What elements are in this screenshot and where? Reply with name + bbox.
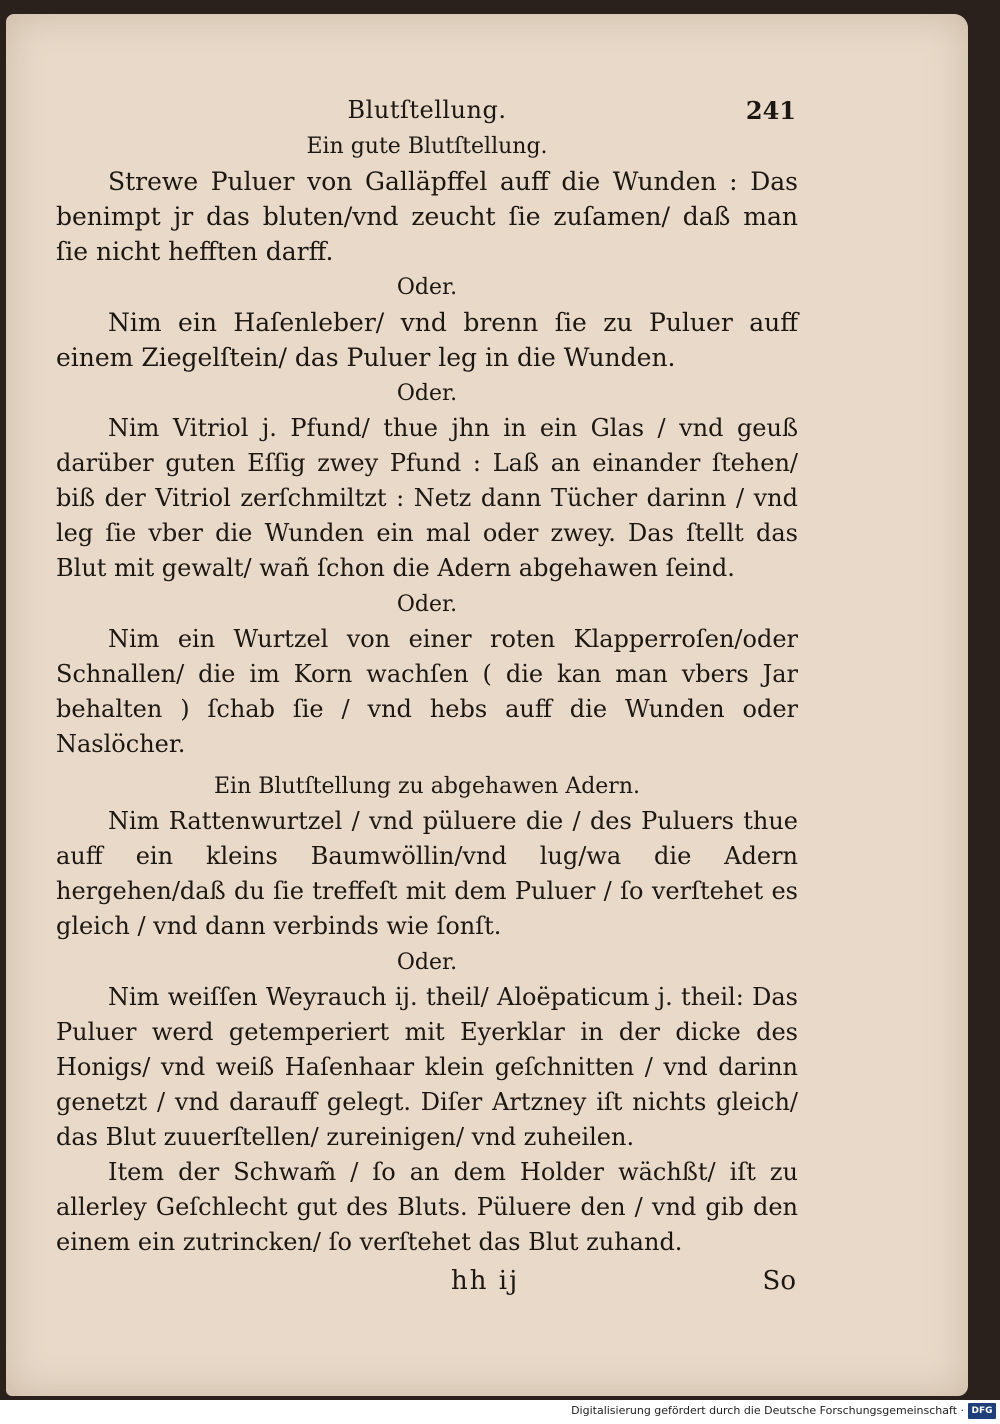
page-header	[56, 90, 798, 130]
text-block	[56, 90, 798, 1306]
section-divider: Oder.	[396, 275, 458, 300]
section-title: Ein Blutſtellung zu abgehawen Adern.	[214, 774, 640, 799]
paragraph: Nim Vitriol j. Pfund/ thue jhn in ein Glas / vnd geuß darüber guten Eſſig zwey Pfund : Laß an einander ſtehen/ biß der Vitriol zerſchmiltzt : Netz dann Tücher darinn / vnd leg ſie vber die Wunden ein mal oder zwey. Das ſtellt das Blut mit gewalt/ wañ ſchon die Adern abgehawen ſeind.	[56, 414, 798, 582]
paragraph: Nim ein Haſenleber/ vnd brenn ſie zu Puluer auff einem Ziegelſtein/ das Puluer leg in die Wunden.	[56, 308, 798, 372]
running-head: Blutſtellung.	[347, 96, 507, 124]
paragraph: Nim ein Wurtzel von einer roten Klapperroſen/oder Schnallen/ die im Korn wachſen ( die kan man vbers Jar behalten ) ſchab ſie / vnd hebs auff die Wunden oder Naslöcher.	[56, 625, 798, 758]
paragraph: Item der Schwam̃ / ſo an dem Holder wächßt/ iſt zu allerley Geſchlecht gut des Bluts. Püluere den / vnd gib den einem ein zutrincken/ ſo verſtehet das Blut zuhand.	[56, 1158, 798, 1256]
paragraph: Nim weiſſen Weyrauch ij. theil/ Aloëpaticum j. theil: Das Puluer werd getemperiert mit Eyerklar in der dicke des Honigs/ vnd weiß Haſenhaar klein geſchnitten / vnd darinn genetzt / vnd darauff gelegt. Diſer Artzney iſt nichts gleich/ das Blut zuuerſtellen/ zureinigen/ vnd zuheilen.	[56, 983, 798, 1151]
credit-bar	[0, 1400, 1000, 1424]
funding-credit: Digitalisierung gefördert durch die Deutsche Forschungsgemeinschaft ·	[571, 1404, 964, 1417]
page-number: 241	[745, 96, 796, 125]
dfg-logo: DFG	[968, 1403, 996, 1419]
paragraph: Nim Rattenwurtzel / vnd püluere die / des Puluers thue auff ein kleins Baumwöllin/vnd lug/wa die Adern hergehen/daß du ſie treffeſt mit dem Puluer / ſo verſtehet es gleich / vnd dann verbinds wie ſonſt.	[56, 807, 798, 940]
section-title: Ein gute Blutſtellung.	[306, 134, 548, 159]
section-divider: Oder.	[396, 950, 458, 975]
paragraph: Strewe Puluer von Galläpffel auff die Wunden : Das benimpt jr das bluten/vnd zeucht ſie zuſamen/ daß man ſie nicht hefften darff.	[56, 167, 798, 266]
section-divider: Oder.	[396, 381, 458, 406]
section-divider: Oder.	[396, 592, 458, 617]
book-page	[6, 14, 968, 1396]
page-footer	[56, 1266, 798, 1306]
catchword: So	[762, 1266, 796, 1296]
signature-mark: hh ij	[451, 1266, 520, 1296]
